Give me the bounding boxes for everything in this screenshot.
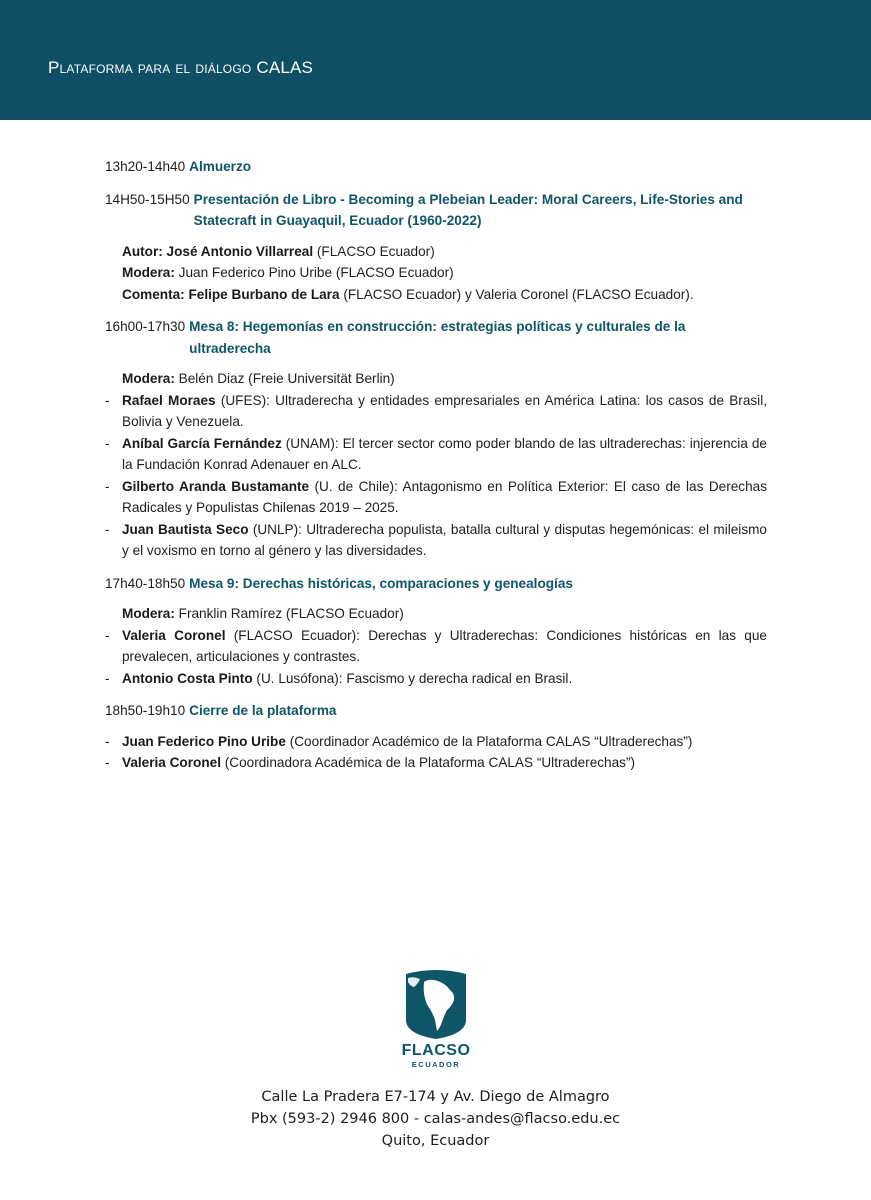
detail-label: Autor: José Antonio Villarreal <box>122 243 314 259</box>
speaker-name: Valeria Coronel <box>122 755 221 770</box>
session-mesa-9 <box>105 573 767 595</box>
detail-line <box>122 284 767 306</box>
flacso-logo <box>398 968 474 1069</box>
talk-text: (U. Lusófona): Fascismo y derecha radical en Brasil. <box>252 670 573 686</box>
speaker-name: Juan Federico Pino Uribe <box>122 733 286 749</box>
detail-text: Belén Diaz (Freie Universität Berlin) <box>174 371 395 386</box>
list-item <box>105 625 767 668</box>
session-time: 13h20-14h40 <box>105 159 186 174</box>
detail-line <box>122 262 767 284</box>
talk-text: (Coordinador Académico de la Plataforma CALAS “Ultraderechas”) <box>285 733 693 749</box>
detail-text: Juan Federico Pino Uribe (FLACSO Ecuador) <box>174 265 454 280</box>
speaker-name: Rafael Moraes <box>122 392 216 408</box>
talk-text: (UNLP): Ultraderecha populista, batalla cultural y disputas hegemónicas: el mileismo y el voxismo en torno al género y las diversidades. <box>122 521 767 558</box>
session-title: Almuerzo <box>189 159 252 174</box>
session-details <box>105 731 767 774</box>
page-header <box>0 0 871 120</box>
session-mesa-8 <box>105 316 767 359</box>
list-item <box>105 731 767 753</box>
detail-label: Modera: <box>122 265 175 280</box>
session-title: Mesa 8: Hegemonías en construcción: estrategias políticas y culturales de la ultraderecha <box>189 319 686 356</box>
talk-text: (Coordinadora Académica de la Plataforma CALAS “Ultraderechas”) <box>220 755 636 770</box>
bullet-dash: - <box>105 478 110 494</box>
city-line: Quito, Ecuador <box>381 1133 490 1149</box>
speaker-name: Valeria Coronel <box>122 627 226 643</box>
session-book-presentation <box>105 189 767 232</box>
south-america-map-icon <box>402 968 470 1040</box>
bullet-dash: - <box>105 392 110 408</box>
bullet-dash: - <box>105 521 110 537</box>
session-title: Cierre de la plataforma <box>189 703 337 718</box>
bullet-dash: - <box>105 755 110 770</box>
session-details <box>105 368 767 562</box>
footer-address <box>0 1086 871 1152</box>
session-details <box>105 241 767 306</box>
detail-line <box>122 241 767 263</box>
moderator-line <box>105 603 767 625</box>
bullet-dash: - <box>105 627 110 643</box>
list-item <box>105 476 767 519</box>
bullet-dash: - <box>105 435 110 451</box>
list-item <box>105 433 767 476</box>
session-closing <box>105 700 767 722</box>
session-lunch <box>105 156 767 178</box>
session-details <box>105 603 767 689</box>
logo-subtitle: ECUADOR <box>411 1060 461 1069</box>
talk-text: (UFES): Ultraderecha y entidades empresariales en América Latina: los casos de Brasil, Bolivia y Venezuela. <box>122 392 768 429</box>
bullet-dash: - <box>105 733 110 749</box>
speaker-name: Aníbal García Fernández <box>122 435 282 451</box>
list-item <box>105 519 767 562</box>
logo-name: FLACSO <box>401 1042 471 1059</box>
detail-label: Comenta: Felipe Burbano de Lara <box>122 286 340 302</box>
session-title: Presentación de Libro - Becoming a Plebeian Leader: Moral Careers, Life-Stories and Statecraft in Guayaquil, Ecuador (1960-2022) <box>193 191 743 228</box>
detail-text: (FLACSO Ecuador) <box>313 243 435 259</box>
moderator-line <box>105 368 767 390</box>
header-title: Plataforma para el diálogo CALAS <box>48 58 314 77</box>
list-item <box>105 752 767 774</box>
session-time: 16h00-17h30 <box>105 319 186 334</box>
talk-text: (UNAM): El tercer sector como poder blando de las ultraderechas: injerencia de la Fundación Konrad Adenauer en ALC. <box>122 435 767 472</box>
session-title: Mesa 9: Derechas históricas, comparaciones y genealogías <box>189 575 573 591</box>
detail-label: Modera: <box>122 606 175 621</box>
detail-text: Franklin Ramírez (FLACSO Ecuador) <box>174 606 404 621</box>
program-content <box>105 156 767 774</box>
detail-label: Modera: <box>122 371 175 386</box>
talk-text: (FLACSO Ecuador): Derechas y Ultraderechas: Condiciones históricas en las que prevalecen, articulaciones y contrastes. <box>122 627 767 664</box>
speaker-name: Antonio Costa Pinto <box>122 670 253 686</box>
speaker-name: Gilberto Aranda Bustamante <box>122 478 310 494</box>
contact-line: Pbx (593-2) 2946 800 - calas-andes@flacso.edu.ec <box>250 1111 621 1127</box>
session-time: 14H50-15H50 <box>105 191 190 207</box>
talk-text: (U. de Chile): Antagonismo en Política Exterior: El caso de las Derechas Radicales y Populistas Chilenas 2019 – 2025. <box>122 478 767 515</box>
bullet-dash: - <box>105 670 110 686</box>
session-time: 18h50-19h10 <box>105 703 186 718</box>
detail-text: (FLACSO Ecuador) y Valeria Coronel (FLACSO Ecuador). <box>339 286 694 302</box>
speaker-name: Juan Bautista Seco <box>122 521 249 537</box>
address-line: Calle La Pradera E7-174 y Av. Diego de Almagro <box>261 1089 610 1105</box>
session-time: 17h40-18h50 <box>105 575 186 591</box>
list-item <box>105 390 767 433</box>
list-item <box>105 668 767 690</box>
